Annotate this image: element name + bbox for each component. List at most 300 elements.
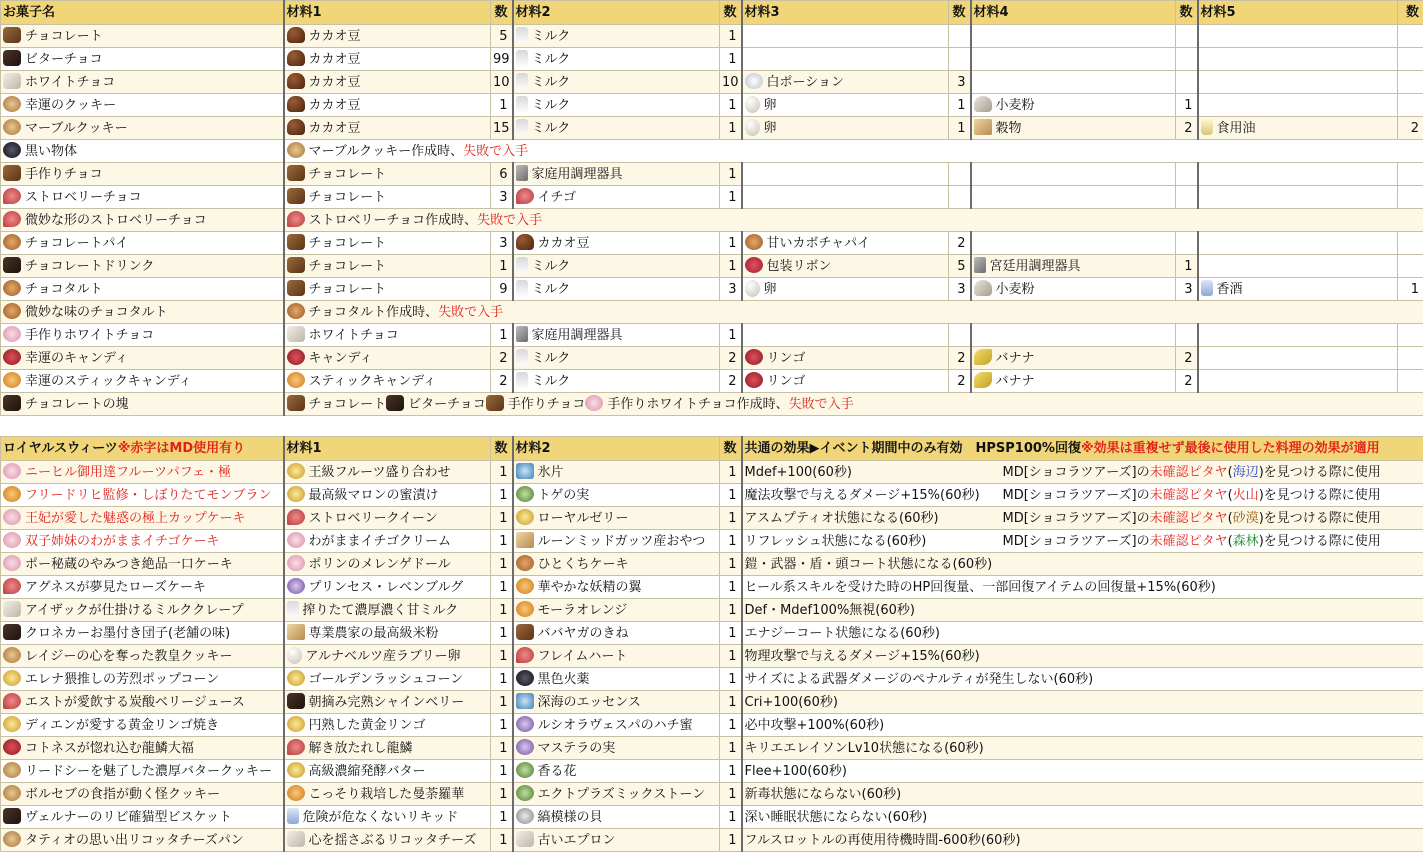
col-header-m3: 材料3 [742,1,949,25]
royal-title: ロイヤルスウィーツ [3,441,118,456]
material1-cell [284,163,491,186]
qty1-cell [491,94,513,117]
material2-cell [513,668,720,691]
item-icon [3,670,21,686]
item-icon [516,670,534,686]
sweet-name-cell [1,71,284,94]
material3-name: 卵 [764,282,777,297]
item-icon [516,27,528,43]
table-row [1,599,1423,622]
material2-qty: 1 [728,626,736,641]
material1-cell [284,599,491,622]
material1-qty: 1 [499,833,507,848]
item-icon [287,693,305,709]
fail-note-cell [284,393,1423,416]
material4-name: 小麦粉 [996,282,1035,297]
sweet-name-cell [1,140,284,163]
material1-name: 王級フルーツ盛り合わせ [309,465,451,480]
material5-cell [1198,48,1398,71]
material2-qty: 1 [728,259,736,274]
material2-cell [513,94,720,117]
item-icon [3,532,21,548]
table-row [1,301,1423,324]
col-header-q2: 数 [720,1,742,25]
md-use-text: を見つける際に使用 [1264,465,1381,480]
table-row [1,324,1423,347]
item-icon [3,280,21,296]
qty1-cell [491,622,513,645]
sweet-name: 黒い物体 [25,144,77,159]
md-location: 森林 [1233,534,1259,549]
material1-cell [284,553,491,576]
material3-cell [742,278,949,301]
item-icon [3,234,21,250]
item-icon [287,509,305,525]
royal-col-header-q2: 数 [720,437,742,461]
royal-name-cell [1,576,284,599]
royal-name: ヴェルナーのリビ確猫型ビスケット [25,810,232,825]
material5-cell [1198,232,1398,255]
material2-name: ミルク [532,259,571,274]
sweet-name: 微妙な味のチョコタルト [25,305,168,320]
effect-text: キリエエレイソンLv10状態になる(60秒) [745,738,1003,759]
material1-qty: 1 [499,534,507,549]
material4-cell [971,94,1176,117]
table-row [1,255,1423,278]
qty2-cell [720,461,742,484]
material1-name: こっそり栽培した曼荼羅華 [309,787,465,802]
material5-cell [1198,324,1398,347]
material2-name: 香る花 [538,764,577,779]
material1-name: 搾りたて濃厚濃く甘ミルク [303,603,459,618]
fail-source-4: 手作りホワイトチョコ作成時、 [607,397,788,412]
sweet-name-cell [1,301,284,324]
material5-cell [1198,347,1398,370]
material1-qty: 1 [499,626,507,641]
material2-name: ミルク [532,121,571,136]
item-icon [974,372,992,388]
effect-note: ※効果は重複せず最後に使用した料理の効果が適用 [1081,441,1380,456]
material1-cell [284,461,491,484]
material2-name: ミルク [532,282,571,297]
md-text: MD[ショコラツアーズ]の [1003,465,1150,480]
item-icon [3,601,21,617]
qty1-cell [491,186,513,209]
table-row [1,48,1423,71]
table-row [1,645,1423,668]
effect-cell [742,668,1423,691]
item-icon [3,349,21,365]
table-row [1,94,1423,117]
royal-name-cell [1,622,284,645]
material5-cell [1198,278,1398,301]
fail-label: 失敗で入手 [477,213,542,228]
effect-cell [742,645,1423,668]
effect-text: Flee+100(60秒) [745,761,1003,782]
item-icon [3,624,21,640]
sweet-name: チョコレートドリンク [25,259,154,274]
col-header-m4: 材料4 [971,1,1176,25]
material1-qty: 1 [499,98,507,113]
item-icon [3,647,21,663]
item-icon [386,395,404,411]
royal-name-cell [1,507,284,530]
material1-name: ホワイトチョコ [309,328,399,343]
sweet-name-cell [1,48,284,71]
qty4-cell [1176,255,1198,278]
material2-qty: 1 [728,603,736,618]
paren: ( [1228,534,1233,549]
item-icon [516,188,534,204]
sweet-name: 幸運のキャンディ [25,351,128,366]
item-icon [974,257,986,273]
table-row [1,783,1423,806]
qty2-cell [720,760,742,783]
sweet-name: 手作りチョコ [25,167,103,182]
material1-cell [284,645,491,668]
item-icon [516,50,528,66]
item-icon [3,739,21,755]
material2-cell [513,461,720,484]
royal-col-header-q1: 数 [491,437,513,461]
material1-cell [284,507,491,530]
material1-name: チョコレート [309,282,387,297]
material2-qty: 1 [728,810,736,825]
material1-cell [284,186,491,209]
royal-col-header-m2: 材料2 [513,437,720,461]
material1-qty: 5 [499,29,507,44]
material1-cell [284,691,491,714]
effect-cell [742,714,1423,737]
royal-table-body [1,461,1423,852]
effect-text: Mdef+100(60秒) [745,462,1003,483]
sweet-name-cell [1,25,284,48]
col-header-m2: 材料2 [513,1,720,25]
royal-sweets-table [0,436,1423,852]
qty1-cell [491,232,513,255]
qty1-cell [491,737,513,760]
sweet-name-cell [1,370,284,393]
material1-name: 危険が危なくないリキッド [303,810,459,825]
material4-name: 宮廷用調理器具 [990,259,1081,274]
material2-qty: 2 [728,351,736,366]
paren: ) [1259,534,1264,549]
material3-qty: 1 [957,98,965,113]
paren: ( [1228,488,1233,503]
material2-name: 家庭用調理器具 [532,167,623,182]
qty4-cell [1176,278,1198,301]
material2-cell [513,783,720,806]
material5-cell [1198,71,1398,94]
material1-name: チョコレート [309,236,387,251]
material2-name: ミルク [532,52,571,67]
qty3-cell [949,255,971,278]
qty1-cell [491,783,513,806]
item-icon [516,693,534,709]
item-icon [585,395,603,411]
fail-note-cell [284,140,1423,163]
qty5-cell [1398,163,1423,186]
item-icon [3,211,21,227]
material2-qty: 1 [728,190,736,205]
material2-name: ミルク [532,374,571,389]
sweet-name-cell [1,117,284,140]
fail-note-text: ストロベリーチョコ作成時、 [309,213,478,228]
material1-name: スティックキャンディ [309,374,437,389]
item-icon [287,601,299,617]
material1-qty: 1 [499,649,507,664]
material1-cell [284,255,491,278]
item-icon [516,532,534,548]
qty1-cell [491,484,513,507]
sweet-name-cell [1,278,284,301]
qty2-cell [720,576,742,599]
material2-name: ミルク [532,75,571,90]
sweet-name: 幸運のスティックキャンディ [25,374,192,389]
material2-name: 家庭用調理器具 [532,328,623,343]
royal-name-cell [1,599,284,622]
item-icon [3,716,21,732]
material2-cell [513,347,720,370]
table-row [1,461,1423,484]
material3-qty: 1 [957,121,965,136]
fail-source-1: チョコレート [309,397,387,412]
item-icon [516,831,534,847]
sweets-header-row [1,1,1423,25]
material2-name: 黒色火薬 [538,672,590,687]
material3-cell [742,117,949,140]
item-icon [516,716,534,732]
material1-qty: 1 [499,695,507,710]
material3-cell [742,370,949,393]
material2-cell [513,507,720,530]
material3-cell [742,186,949,209]
sweet-name-cell [1,347,284,370]
material2-cell [513,232,720,255]
material3-name: 包装リボン [767,259,832,274]
material1-name: キャンディ [309,351,373,366]
material2-cell [513,645,720,668]
material1-qty: 6 [499,167,507,182]
item-icon [3,188,21,204]
sweet-name: チョコレート [25,29,103,44]
royal-name: レイジーの心を奪った教皇クッキー [25,649,232,664]
item-icon [3,50,21,66]
qty5-cell [1398,117,1423,140]
material5-cell [1198,163,1398,186]
item-icon [974,280,992,296]
qty2-cell [720,645,742,668]
qty1-cell [491,461,513,484]
md-location: 海辺 [1233,465,1259,480]
col-header-q5: 数 [1398,1,1423,25]
qty4-cell [1176,232,1198,255]
material1-qty: 1 [499,259,507,274]
material1-qty: 1 [499,810,507,825]
qty5-cell [1398,370,1423,393]
material1-cell [284,806,491,829]
sweet-name: 幸運のクッキー [25,98,116,113]
paren: ) [1259,511,1264,526]
item-icon [3,509,21,525]
material5-cell [1198,186,1398,209]
material1-name: アルナベルツ産ラブリー卵 [306,649,461,664]
item-icon [287,762,305,778]
item-icon [3,142,21,158]
item-icon [287,211,305,227]
material3-cell [742,94,949,117]
royal-name-cell [1,645,284,668]
qty5-cell [1398,347,1423,370]
material1-qty: 1 [499,718,507,733]
material1-cell [284,324,491,347]
qty3-cell [949,232,971,255]
qty4-cell [1176,25,1198,48]
item-icon [745,257,763,273]
item-icon [516,280,528,296]
material3-qty: 2 [957,236,965,251]
sweet-name: ホワイトチョコ [25,75,115,90]
effect-text: 深い睡眠状態にならない(60秒) [745,807,1003,828]
material1-cell [284,117,491,140]
sweets-table-body [1,25,1423,416]
item-icon [1201,119,1213,135]
material2-cell [513,48,720,71]
material1-name: カカオ豆 [309,29,361,44]
qty1-cell [491,507,513,530]
effect-text: フルスロットルの再使用待機時間-600秒(60秒) [745,830,1003,851]
col-header-q3: 数 [949,1,971,25]
material1-cell [284,530,491,553]
item-icon [516,762,534,778]
material4-cell [971,278,1176,301]
sweet-name-cell [1,255,284,278]
qty5-cell [1398,232,1423,255]
qty2-cell [720,553,742,576]
item-icon [287,303,305,319]
material2-name: ババヤガのきね [538,626,629,641]
material1-cell [284,48,491,71]
material2-cell [513,71,720,94]
royal-col-header-effect [742,437,1423,461]
material1-cell [284,783,491,806]
effect-text: Cri+100(60秒) [745,692,1003,713]
effect-text: アスムプティオ状態になる(60秒) [745,508,1003,529]
qty2-cell [720,347,742,370]
md-pitaya: 未確認ピタヤ [1150,511,1228,526]
qty5-cell [1398,94,1423,117]
item-icon [287,808,299,824]
material2-cell [513,599,720,622]
item-icon [287,280,305,296]
qty1-cell [491,806,513,829]
md-text: MD[ショコラツアーズ]の [1003,488,1150,503]
material1-name: カカオ豆 [309,121,361,136]
qty2-cell [720,691,742,714]
qty4-cell [1176,71,1198,94]
material2-cell [513,324,720,347]
material3-name: 甘いカボチャパイ [767,236,871,251]
material1-cell [284,668,491,691]
qty3-cell [949,186,971,209]
material2-cell [513,576,720,599]
royal-name: 双子姉妹のわがままイチゴケーキ [25,534,219,549]
material1-qty: 3 [499,236,507,251]
qty5-cell [1398,48,1423,71]
material2-cell [513,806,720,829]
item-icon [287,257,305,273]
material1-qty: 2 [499,374,507,389]
item-icon [516,372,528,388]
material1-qty: 9 [499,282,507,297]
item-icon [287,578,305,594]
table-row [1,760,1423,783]
item-icon [974,349,992,365]
material2-cell [513,553,720,576]
material4-qty: 2 [1184,374,1192,389]
royal-name: ポー秘蔵のやみつき絶品一口ケーキ [25,557,233,572]
material5-cell [1198,94,1398,117]
material4-qty: 2 [1184,351,1192,366]
material2-name: 深海のエッセンス [538,695,641,710]
col-header-name: お菓子名 [1,1,284,25]
royal-name-cell [1,737,284,760]
item-icon [516,119,528,135]
item-icon [287,142,305,158]
material1-cell [284,71,491,94]
material1-qty: 1 [499,603,507,618]
material1-name: チョコレート [309,259,387,274]
item-icon [516,578,534,594]
material2-qty: 1 [728,534,736,549]
effect-text: ヒール系スキルを受けた時のHP回復量、一部回復アイテムの回復量+15%(60秒) [745,577,1003,598]
md-use-text: を見つける際に使用 [1264,488,1381,503]
material5-cell [1198,25,1398,48]
table-row [1,393,1423,416]
item-icon [3,257,21,273]
qty2-cell [720,737,742,760]
royal-col-header-name [1,437,284,461]
qty1-cell [491,163,513,186]
item-icon [745,280,760,297]
effect-cell [742,783,1423,806]
sweet-name: 手作りホワイトチョコ [25,328,154,343]
royal-name: リードシーを魅了した濃厚バタークッキー [25,764,272,779]
item-icon [287,716,305,732]
qty4-cell [1176,347,1198,370]
material1-cell [284,737,491,760]
item-icon [745,119,760,136]
effect-cell [742,622,1423,645]
qty1-cell [491,668,513,691]
item-icon [974,119,992,135]
material2-cell [513,186,720,209]
fail-note-text: マーブルクッキー作成時、 [309,144,464,159]
material2-name: エクトプラズミックストーン [538,787,706,802]
material2-qty: 1 [728,236,736,251]
item-icon [516,349,528,365]
effect-text: Def・Mdef100%無視(60秒) [745,600,1003,621]
qty1-cell [491,645,513,668]
item-icon [745,96,760,113]
material1-cell [284,829,491,852]
material2-cell [513,117,720,140]
material1-qty: 1 [499,488,507,503]
qty1-cell [491,71,513,94]
item-icon [516,234,534,250]
table-row [1,714,1423,737]
sweet-name: チョコタルト [25,282,103,297]
